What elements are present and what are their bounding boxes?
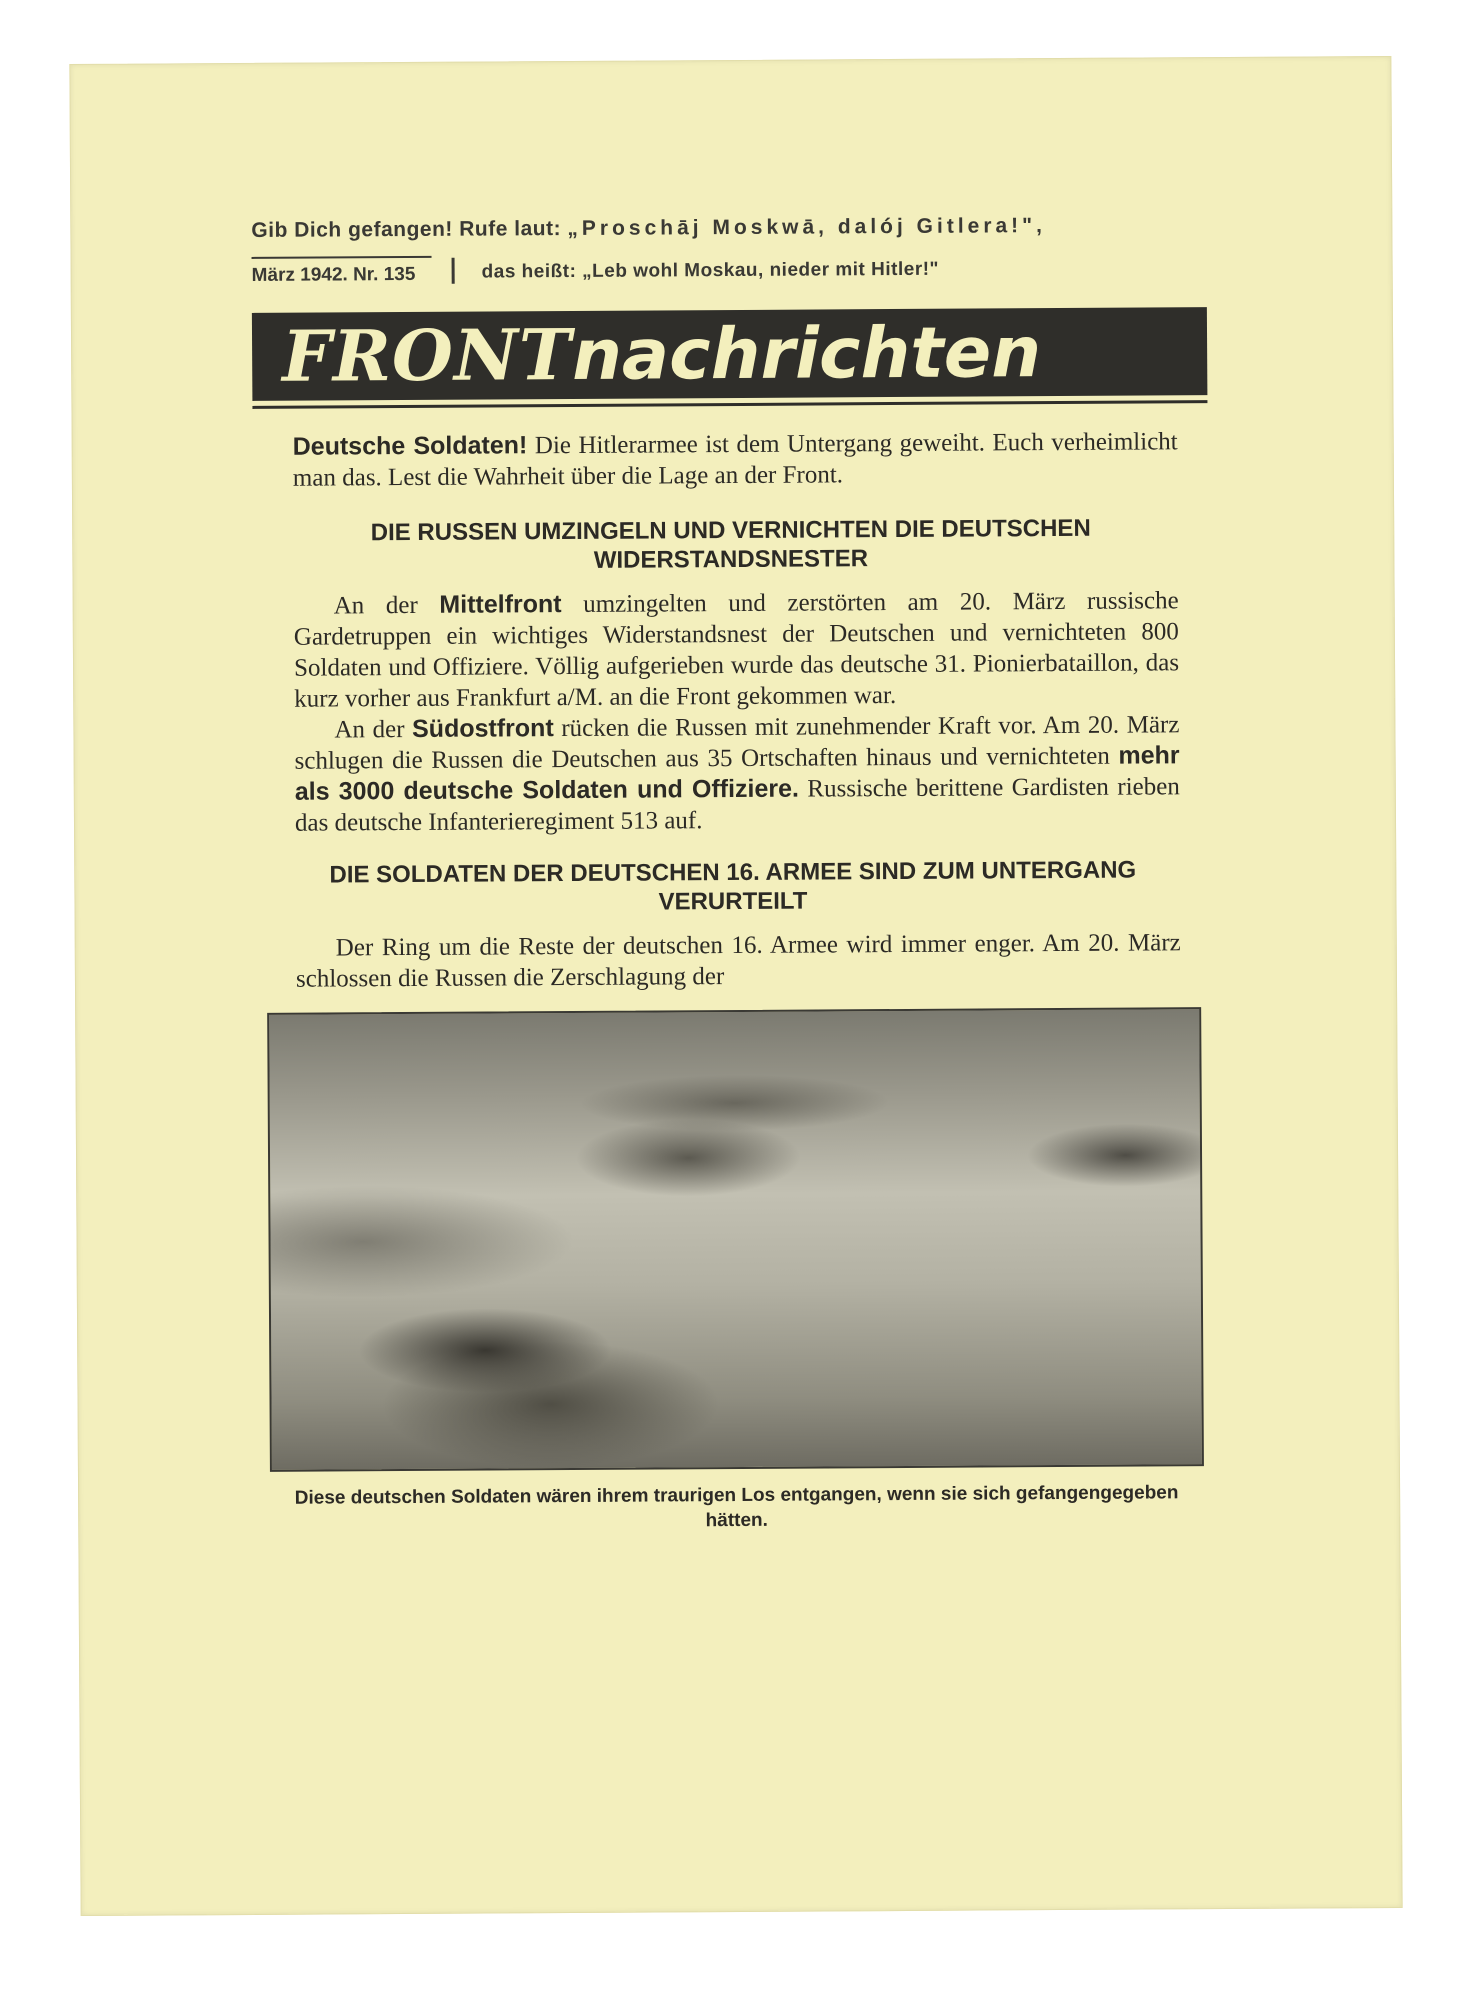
leaflet-content bbox=[251, 213, 1214, 1536]
slogan bbox=[251, 213, 1206, 243]
photo-caption: Diese deutschen Soldaten wären ihrem traurigen Los entgangen, wenn sie sich gefangengegeben hätten. bbox=[294, 1482, 1179, 1532]
issue-divider bbox=[452, 258, 455, 284]
a1p2-bold: Südostfront bbox=[411, 714, 554, 743]
masthead-rule bbox=[252, 400, 1207, 409]
masthead-title-front: FRONT bbox=[281, 312, 573, 398]
intro-text: Die Hitlerarmee ist dem Untergang geweiht. Euch verheimlicht man das. Lest die Wahrheit über die Lage an der Front. bbox=[292, 428, 1178, 492]
slogan-translation: das heißt: „Leb wohl Moskau, nieder mit Hitler!" bbox=[481, 258, 940, 283]
battlefield-photo bbox=[267, 1007, 1204, 1472]
slogan-prefix: Gib Dich gefangen! Rufe laut: bbox=[251, 217, 568, 242]
intro-paragraph bbox=[253, 426, 1208, 494]
a1p2-text-c: Russische berittene Gardisten rieben das deutsche Infanterieregiment 513 auf. bbox=[294, 773, 1180, 837]
masthead bbox=[252, 307, 1208, 408]
a1p2-text-b: rücken die Russen mit zunehmender Kraft vor. Am 20. März schlugen die Russen die Deutschen aus 35 Ortschaften hinaus und vernichteten bbox=[294, 711, 1180, 775]
leaflet-sheet bbox=[69, 56, 1402, 1916]
article1-paragraph-1 bbox=[254, 585, 1210, 715]
article1-heading: DIE RUSSEN UMZINGELN UND VERNICHTEN DIE DEUTSCHEN WIDERSTANDSNESTER bbox=[370, 514, 1091, 574]
a1p1-bold: Mittelfront bbox=[439, 590, 562, 619]
article2-paragraph-1: Der Ring um die Reste der deutschen 16. Armee wird immer enger. Am 20. März schlossen die Russen die Zerschlagung der bbox=[295, 929, 1181, 993]
masthead-title bbox=[282, 309, 1182, 398]
a1p1-text-b: umzingelten und zerstörten am 20. März russische Gardetruppen ein wichtiges Widerstandsnest der Deutschen und vernichteten 800 Soldaten und Offiziere. Völlig aufgerieben wurde das deutsche 31. Pionierbataillon, das kurz vorher aus Frankfurt a/M. an die Front gekommen war. bbox=[293, 587, 1180, 713]
a1p2-text-a: An der bbox=[334, 715, 413, 744]
header bbox=[251, 213, 1206, 299]
issue-number: März 1942. Nr. 135 bbox=[252, 256, 432, 287]
article2-heading: DIE SOLDATEN DER DEUTSCHEN 16. ARMEE SIND ZUM UNTERGANG VERURTEILT bbox=[329, 856, 1137, 916]
masthead-title-nachrichten: nachrichten bbox=[571, 311, 1042, 396]
intro-bold: Deutsche Soldaten! bbox=[292, 431, 528, 461]
a1p1-text-a: An der bbox=[333, 591, 440, 620]
article1-paragraph-2 bbox=[254, 709, 1210, 839]
slogan-russian: „Proschāj Moskwā, dalój Gitlera!", bbox=[567, 214, 1047, 241]
a1p2-bold2: mehr als 3000 deutsche Soldaten und Offiziere. bbox=[294, 741, 1180, 806]
